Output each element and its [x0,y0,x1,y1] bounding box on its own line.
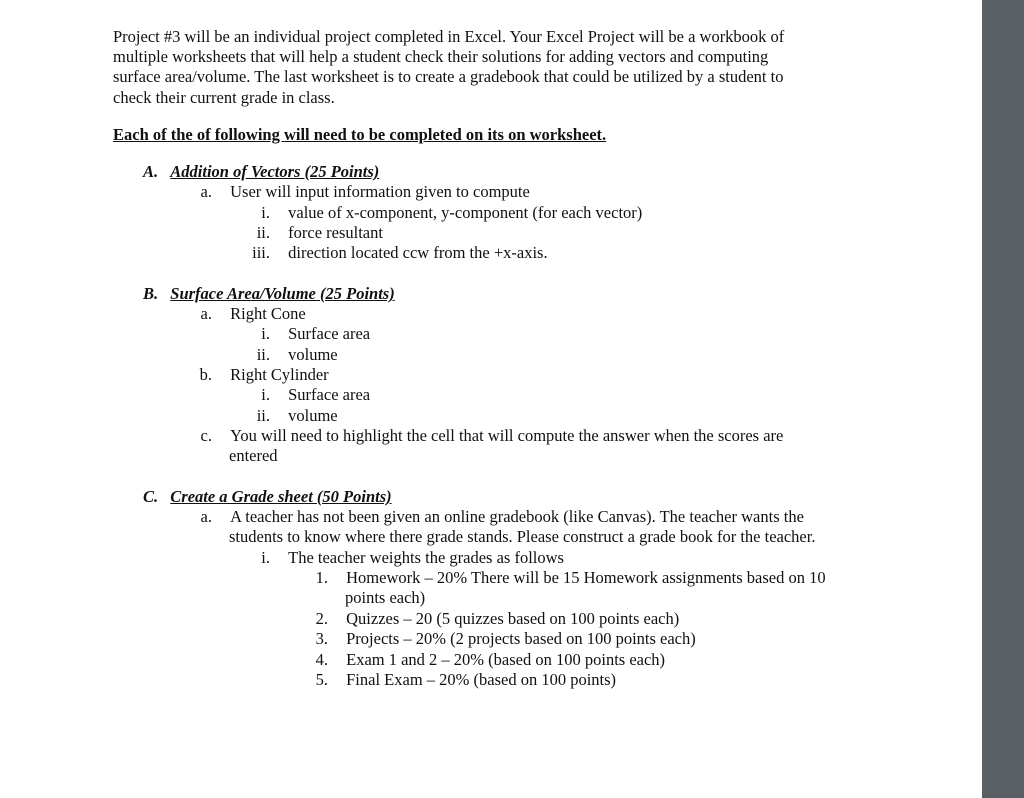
list-marker: 5. [315,670,328,689]
section-a-title: Addition of Vectors (25 Points) [170,162,380,181]
list-item-text: Quizzes – 20 (5 quizzes based on 100 points each) [346,609,680,628]
intro-line-2: multiple worksheets that will help a student check their solutions for adding vectors and computing [113,47,769,66]
intro-line-4: check their current grade in class. [113,88,335,107]
list-marker: c. [200,426,212,445]
section-a-letter: A. [143,162,159,181]
section-b-item-b-ii [248,406,338,426]
list-marker: ii. [256,406,270,425]
list-marker: a. [200,507,212,526]
list-item-text: volume [288,406,338,425]
section-b-heading [143,284,395,304]
section-b-item-a-i [248,324,370,344]
grade-weight-item-4 [306,650,665,670]
list-item-text: value of x-component, y-component (for each vector) [288,203,643,222]
section-a-heading [143,162,379,182]
list-item-text: The teacher weights the grades as follows [288,548,564,567]
list-item-text: User will input information given to compute [230,182,530,201]
grade-weight-item-2 [306,609,679,629]
list-item-text: You will need to highlight the cell that will compute the answer when the scores are [230,426,784,445]
grade-weight-item-1-line-2: points each) [345,588,426,607]
list-marker: ii. [256,223,270,242]
list-marker: i. [261,548,270,567]
list-item-text: Exam 1 and 2 – 20% (based on 100 points each) [346,650,666,669]
section-b-title: Surface Area/Volume (25 Points) [170,284,395,303]
list-marker: a. [200,304,212,323]
section-b-item-c-line-2: entered [229,446,278,465]
section-c-heading [143,487,392,507]
list-marker: i. [261,324,270,343]
list-item-text: A teacher has not been given an online gradebook (like Canvas). The teacher wants the [230,507,804,526]
section-b-item-a-ii [248,345,338,365]
section-a-item-a [190,182,530,202]
list-item-text: Projects – 20% (2 projects based on 100 points each) [346,629,696,648]
list-item-text: Surface area [288,324,371,343]
instructions-heading: Each of the of following will need to be completed on its on worksheet. [113,125,607,144]
section-b-item-b [190,365,329,385]
list-marker: a. [200,182,212,201]
section-a-item-iii [248,243,548,263]
list-marker: 1. [315,568,328,587]
list-marker: i. [261,203,270,222]
list-item-text: Right Cylinder [230,365,329,384]
section-c-item-i [248,548,564,568]
list-marker: 3. [315,629,328,648]
viewer-scrollbar[interactable] [982,0,1024,798]
grade-weight-item-3 [306,629,696,649]
section-c-title: Create a Grade sheet (50 Points) [170,487,392,506]
list-item-text: direction located ccw from the +x-axis. [288,243,548,262]
section-a-item-ii [248,223,383,243]
list-marker: 2. [315,609,328,628]
section-a-item-i [248,203,642,223]
list-marker: i. [261,385,270,404]
list-item-text: volume [288,345,338,364]
list-item-text: Homework – 20% There will be 15 Homework assignments based on 10 [346,568,826,587]
section-c-item-a [190,507,804,527]
intro-line-1: Project #3 will be an individual project completed in Excel. Your Excel Project will be a workbook of [113,27,785,46]
section-c-item-a-line-2: students to know where there grade stands. Please construct a grade book for the teacher. [229,527,816,546]
list-marker: iii. [252,243,270,262]
list-item-text: Right Cone [230,304,306,323]
grade-weight-item-5 [306,670,616,690]
list-marker: 4. [315,650,328,669]
list-marker: b. [199,365,212,384]
list-marker: ii. [256,345,270,364]
section-b-item-b-i [248,385,370,405]
section-b-item-c [190,426,783,446]
intro-line-3: surface area/volume. The last worksheet is to create a gradebook that could be utilized by a student to [113,67,784,86]
section-b-item-a [190,304,306,324]
list-item-text: force resultant [288,223,383,242]
section-b-letter: B. [143,284,159,303]
list-item-text: Surface area [288,385,371,404]
list-item-text: Final Exam – 20% (based on 100 points) [346,670,617,689]
grade-weight-item-1 [306,568,826,588]
section-c-letter: C. [143,487,159,506]
